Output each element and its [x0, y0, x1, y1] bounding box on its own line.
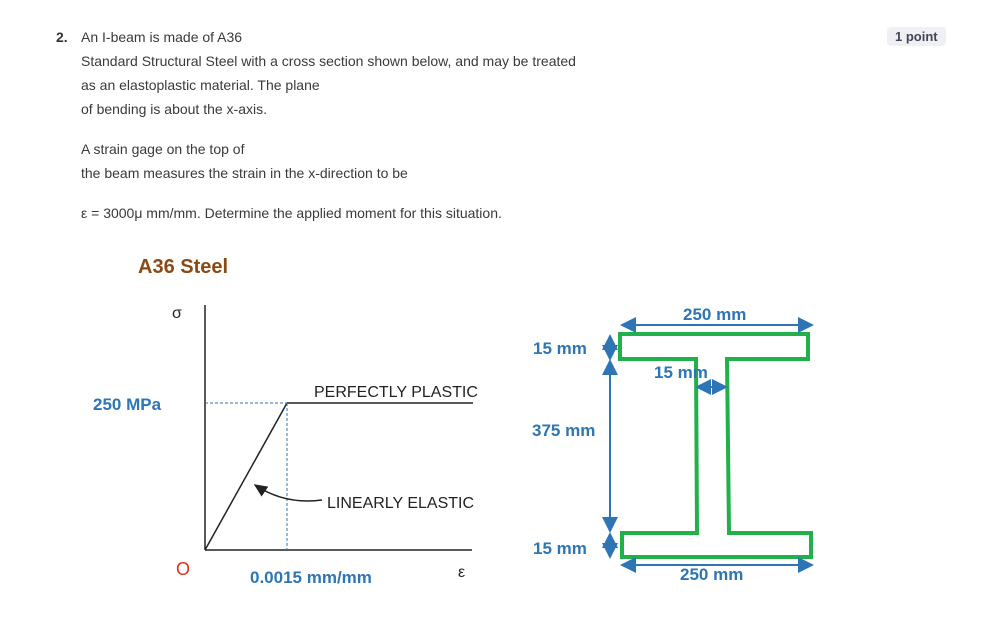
i-beam-outline	[620, 334, 811, 557]
question-text-line: An I-beam is made of A36	[81, 29, 243, 45]
question-text-line: as an elastoplastic material. The plane	[81, 77, 320, 93]
yield-strain-label: 0.0015 mm/mm	[250, 568, 372, 587]
web-height-label: 375 mm	[532, 421, 596, 440]
figure-title: A36 Steel	[138, 256, 229, 278]
origin-label: O	[176, 559, 191, 579]
question-text-line: ε = 3000μ mm/mm. Determine the applied moment for this situation.	[81, 205, 502, 221]
plastic-label: PERFECTLY PLASTIC	[314, 384, 478, 401]
bottom-width-label: 250 mm	[680, 565, 744, 584]
curved-arrow-icon	[255, 485, 322, 501]
web-thickness-label: 15 mm	[654, 363, 708, 382]
top-flange-label: 15 mm	[533, 339, 587, 358]
bottom-flange-label: 15 mm	[533, 539, 587, 558]
epsilon-label: ε	[458, 564, 466, 581]
question-text-line: Standard Structural Steel with a cross section shown below, and may be treated	[81, 53, 576, 69]
yield-stress-label: 250 MPa	[93, 395, 162, 414]
question-text-line: A strain gage on the top of	[81, 141, 245, 157]
top-width-label: 250 mm	[683, 305, 747, 324]
elastic-label: LINEARLY ELASTIC	[327, 495, 475, 512]
question-text-line: the beam measures the strain in the x-direction to be	[81, 165, 408, 181]
question-number: 2.	[56, 29, 68, 45]
points-badge: 1 point	[887, 27, 946, 46]
elastic-line	[205, 403, 287, 550]
question-text-line: of bending is about the x-axis.	[81, 101, 268, 117]
sigma-label: σ	[172, 305, 182, 322]
